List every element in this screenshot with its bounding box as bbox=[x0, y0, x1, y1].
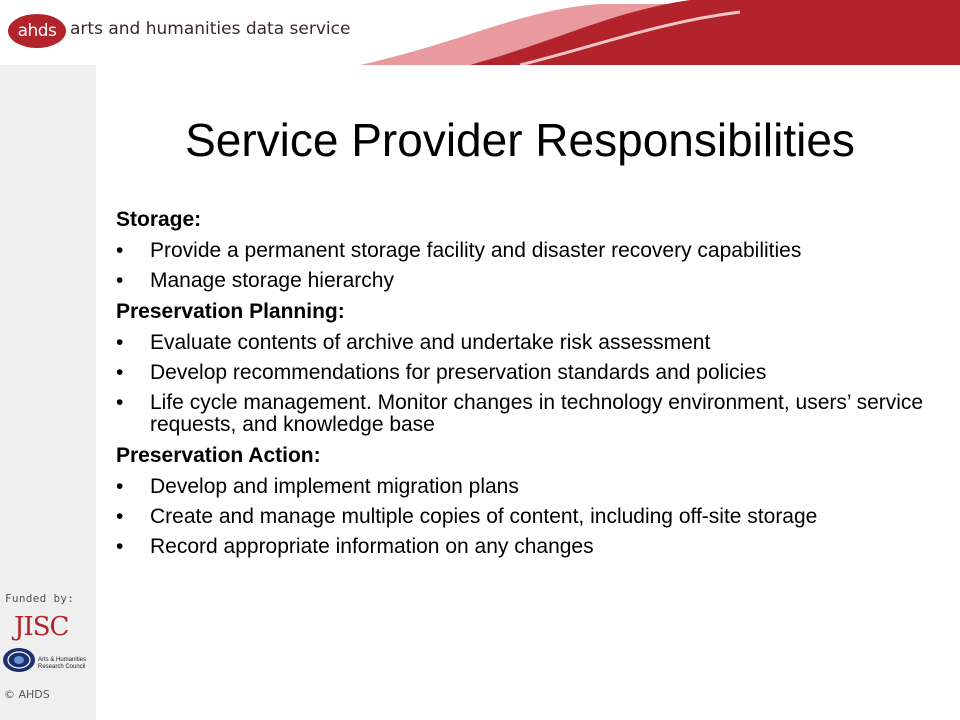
bullet-item bbox=[116, 270, 946, 292]
ahrc-logo-text bbox=[38, 657, 86, 671]
bullet-text: Record appropriate information on any changes bbox=[150, 535, 594, 558]
bullet-item bbox=[116, 476, 946, 498]
ahrc-logo bbox=[2, 646, 96, 674]
slide-title: Service Provider Responsibilities bbox=[185, 114, 855, 166]
bullet-item bbox=[116, 536, 946, 558]
copyright: © AHDS bbox=[4, 688, 50, 701]
bullet-item bbox=[116, 332, 946, 354]
ahrc-line-1: Arts & Humanities bbox=[38, 657, 87, 663]
bullet-item bbox=[116, 392, 946, 436]
ahrc-emblem-icon bbox=[2, 646, 36, 674]
header-banner bbox=[0, 0, 960, 65]
ahrc-line-2: Research Council bbox=[38, 664, 86, 670]
funded-by-label: Funded by: bbox=[5, 592, 75, 605]
section-preservation-action: Preservation Action: bbox=[116, 444, 321, 467]
bullet-icon: • bbox=[116, 505, 124, 528]
ahds-logo-text: arts and humanities data service bbox=[70, 19, 351, 39]
bullet-text: Develop and implement migration plans bbox=[150, 475, 519, 498]
bullet-icon: • bbox=[116, 361, 124, 384]
jisc-logo: JISC bbox=[14, 612, 69, 642]
bullet-text: Evaluate contents of archive and undertake risk assessment bbox=[150, 331, 711, 354]
section-storage: Storage: bbox=[116, 208, 202, 231]
bullet-icon: • bbox=[116, 239, 124, 262]
bullet-text: Create and manage multiple copies of content, including off-site storage bbox=[150, 505, 818, 528]
bullet-text: Develop recommendations for preservation standards and policies bbox=[150, 361, 767, 384]
bullet-icon: • bbox=[116, 331, 124, 354]
bullet-text: Manage storage hierarchy bbox=[150, 269, 394, 292]
bullet-text: Provide a permanent storage facility and disaster recovery capabilities bbox=[150, 239, 802, 262]
section-preservation-planning: Preservation Planning: bbox=[116, 300, 345, 323]
bullet-item bbox=[116, 240, 946, 262]
bullet-item bbox=[116, 362, 946, 384]
bullet-icon: • bbox=[116, 475, 124, 498]
bullet-icon: • bbox=[116, 269, 124, 292]
ahds-logo-mark: ahds bbox=[8, 14, 66, 48]
bullet-item bbox=[116, 506, 946, 528]
bullet-icon: • bbox=[116, 391, 124, 414]
bullet-text: Life cycle management. Monitor changes in technology environment, users’ service requests, and knowledge base bbox=[150, 391, 924, 436]
slide-content bbox=[116, 208, 946, 566]
bullet-icon: • bbox=[116, 535, 124, 558]
